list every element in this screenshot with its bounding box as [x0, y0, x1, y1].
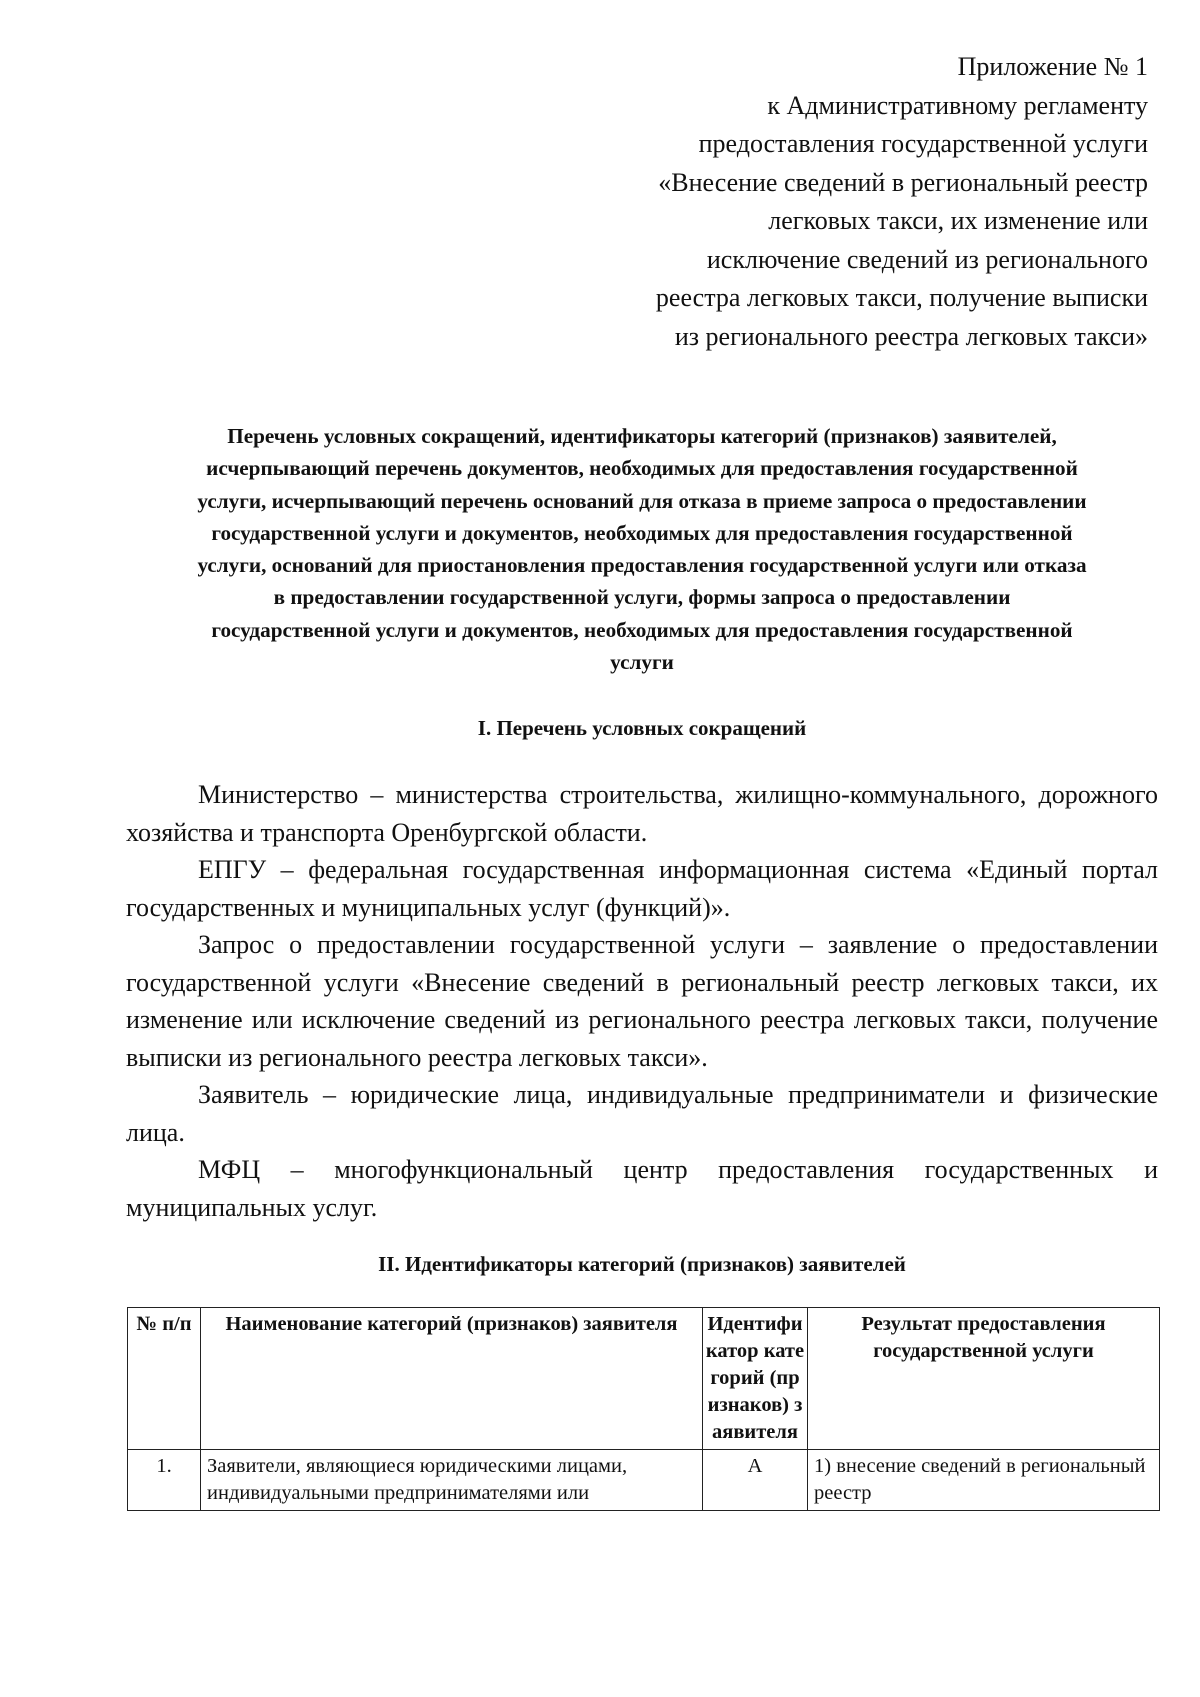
- appendix-line: к Административному регламенту: [767, 90, 1148, 120]
- title-line: государственной услуги и документов, необходимых для предоставления государственной: [211, 617, 1073, 642]
- title-line: услуги, исчерпывающий перечень оснований для отказа в приеме запроса о предоставлении: [197, 488, 1087, 513]
- row-identifier: А: [703, 1450, 808, 1511]
- header-result: Результат предоставления государственной услуги: [808, 1308, 1160, 1450]
- appendix-line: реестра легковых такси, получение выписки: [655, 283, 1148, 312]
- header-identifier: Идентификатор категорий (признаков) заявителя: [703, 1308, 808, 1450]
- abbreviation-paragraph: МФЦ – многофункциональный центр предоставления государственных и муниципальных услуг.: [126, 1155, 1158, 1222]
- table-row: [128, 1450, 1160, 1511]
- title-line: услуги: [610, 650, 674, 675]
- appendix-line: предоставления государственной услуги: [698, 129, 1148, 158]
- header-number: № п/п: [128, 1308, 201, 1450]
- appendix-line: Приложение № 1: [957, 52, 1148, 81]
- applicant-categories-table: [127, 1307, 1160, 1511]
- abbreviation-paragraph: ЕПГУ – федеральная государственная информационная система «Единый портал государственных и муниципальных услуг (функций)».: [126, 855, 1158, 922]
- header-category-name: Наименование категорий (признаков) заявителя: [201, 1308, 703, 1450]
- section-heading-identifiers: II. Идентификаторы категорий (признаков) заявителей: [378, 1252, 906, 1276]
- abbreviation-paragraph: Запрос о предоставлении государственной услуги – заявление о предоставлении государственной услуги «Внесение сведений в региональный реестр легковых такси, их изменение или исключение сведений из регионального реестра легковых такси, получение выписки из регионального реестра легковых такси».: [126, 930, 1158, 1072]
- row-number: 1.: [128, 1450, 201, 1511]
- appendix-line: из регионального реестра легковых такси»: [674, 321, 1148, 351]
- abbreviation-paragraph: Заявитель – юридические лица, индивидуальные предприниматели и физические лица.: [126, 1080, 1158, 1147]
- appendix-line: легковых такси, их изменение или: [768, 206, 1148, 235]
- appendix-line: «Внесение сведений в региональный реестр: [658, 167, 1148, 197]
- title-line: в предоставлении государственной услуги, формы запроса о предоставлении: [273, 585, 1011, 610]
- appendix-header: [588, 48, 1148, 356]
- row-result: 1) внесение сведений в региональный реестр: [808, 1450, 1160, 1511]
- abbreviations-list: [126, 776, 1158, 1226]
- abbreviation-paragraph: Министерство – министерства строительства, жилищно-коммунального, дорожного хозяйства и транспорта Оренбургской области.: [126, 780, 1158, 847]
- document-title: [126, 420, 1158, 678]
- title-line: государственной услуги и документов, необходимых для предоставления государственной: [211, 520, 1073, 545]
- title-line: услуги, оснований для приостановления предоставления государственной услуги или отказа: [197, 553, 1087, 578]
- table-header-row: [128, 1308, 1160, 1450]
- row-category-name: Заявители, являющиеся юридическими лицами, индивидуальными предпринимателями или: [201, 1450, 703, 1511]
- section-heading-abbreviations: I. Перечень условных сокращений: [477, 716, 807, 740]
- appendix-line: исключение сведений из регионального: [706, 244, 1148, 274]
- title-line: исчерпывающий перечень документов, необходимых для предоставления государственной: [206, 456, 1078, 481]
- title-line: Перечень условных сокращений, идентификаторы категорий (признаков) заявителей,: [227, 424, 1057, 448]
